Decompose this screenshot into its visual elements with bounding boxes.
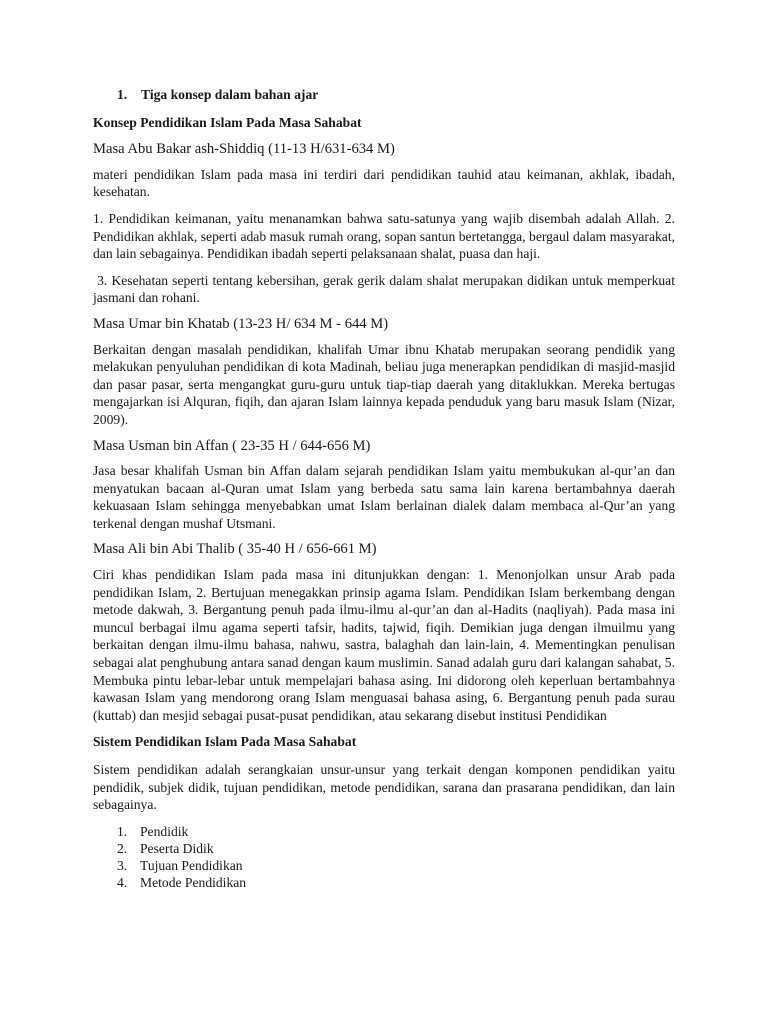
list-item-number: 1. — [117, 823, 128, 839]
list-item-number: 3. — [117, 858, 128, 874]
era-ali-paragraph: Ciri khas pendidikan Islam pada masa ini ditunjukkan dengan: 1. Menonjolkan unsur Arab pada pendidikan Islam, 2. Bertujuan menegakkan prinsip agama Islam. Pendidikan Islam berkembang dengan metode dakwah, 3. Bergantung penuh pada ilmu-ilmu al-qur’an dan al-Hadits (naqliyah). Pada masa ini muncul berbagai ilmu agama seperti tafsir, hadits, tajwid, fiqih. Demikian juga dengan ilmuilmu yang berkaitan dengan ilmu-ilmu bahasa, nahwu, sastra, balaghah dan lain-lain, 4. Mementingkan penulisan sebagai alat penghubung antara sanad dengan kaum muslimin. Sanad adalah guru dari kalangan sahabat, 5. Membuka pintu lebar-lebar untuk mempelajari bahasa asing. Ini didorong oleh keperluan bertambahnya kawasan Islam yang mendorong orang Islam menguasai bahasa asing, 6. Bergantung penuh pada surau (kuttab) dan mesjid sebagai pusat-pusat pendidikan, atau sekarang disebut institusi Pendidikan — [93, 567, 675, 723]
heading-sistem: Sistem Pendidikan Islam Pada Masa Sahabat — [93, 734, 357, 750]
section-title: Tiga konsep dalam bahan ajar — [141, 87, 319, 102]
components-list — [93, 823, 675, 892]
section-number: 1. — [117, 87, 128, 102]
heading-konsep: Konsep Pendidikan Islam Pada Masa Sahabat — [93, 114, 362, 130]
era-usman-title: Masa Usman bin Affan ( 23-35 H / 644-656 M) — [93, 437, 371, 454]
list-item — [93, 857, 675, 874]
list-item-number: 4. — [117, 875, 128, 891]
list-item — [93, 874, 675, 891]
era-abu-bakar-title: Masa Abu Bakar ash-Shiddiq (11-13 H/631-634 M) — [93, 141, 395, 158]
era-abu-bakar-paragraph-1: materi pendidikan Islam pada masa ini terdiri dari pendidikan tauhid atau keimanan, akhlak, ibadah, kesehatan. — [93, 166, 675, 200]
system-paragraph: Sistem pendidikan adalah serangkaian unsur-unsur yang terkait dengan komponen pendidikan yaitu pendidik, subjek didik, tujuan pendidikan, metode pendidikan, sarana dan prasarana pendidikan, dan lain sebagainya. — [93, 762, 675, 813]
era-umar-paragraph: Berkaitan dengan masalah pendidikan, khalifah Umar ibnu Khatab merupakan seorang pendidik yang melakukan penyuluhan pendidikan di kota Madinah, beliau juga menerapkan pendidikan di masjid-masjid dan pasar pasar, serta mengangkat guru-guru untuk tiap-tiap daerah yang ditaklukkan. Mereka bertugas mengajarkan isi Alquran, fiqih, dan ajaran Islam lainnya kepada penduduk yang baru masuk Islam (Nizar, 2009). — [93, 341, 675, 427]
list-item-label: Pendidik — [140, 823, 189, 839]
era-ali-title: Masa Ali bin Abi Thalib ( 35-40 H / 656-661 M) — [93, 541, 377, 558]
section-heading — [93, 86, 675, 104]
list-item-label: Tujuan Pendidikan — [140, 858, 243, 874]
list-item — [93, 823, 675, 840]
list-item-label: Metode Pendidikan — [140, 875, 247, 891]
list-item-number: 2. — [117, 840, 128, 856]
document-page — [93, 86, 679, 892]
era-abu-bakar-paragraph-3: 3. Kesehatan seperti tentang kebersihan, gerak gerik dalam shalat merupakan didikan untuk memperkuat jasmani dan rohani. — [93, 272, 679, 306]
era-umar-title: Masa Umar bin Khatab (13-23 H/ 634 M - 644 M) — [93, 315, 389, 332]
era-abu-bakar-paragraph-2: 1. Pendidikan keimanan, yaitu menanamkan bahwa satu-satunya yang wajib disembah adalah Allah. 2. Pendidikan akhlak, seperti adab masuk rumah orang, sopan santun bertetangga, bergaul dalam masyarakat, dan lain sebagainya. Pendidikan ibadah seperti pelaksanaan shalat, puasa dan haji. — [93, 210, 675, 262]
list-item-label: Peserta Didik — [140, 840, 214, 856]
era-usman-paragraph: Jasa besar khalifah Usman bin Affan dalam sejarah pendidikan Islam yaitu membukukan al-qur’an dan menyatukan bacaan al-Quran umat Islam yang berbeda satu sama lain karena bertambahnya daerah kekuasaan Islam sehingga menyebabkan umat Islam berlainan dialek dalam membaca al-Qur’an yang terkenal dengan mushaf Utsmani. — [93, 463, 675, 531]
list-item — [93, 840, 675, 857]
